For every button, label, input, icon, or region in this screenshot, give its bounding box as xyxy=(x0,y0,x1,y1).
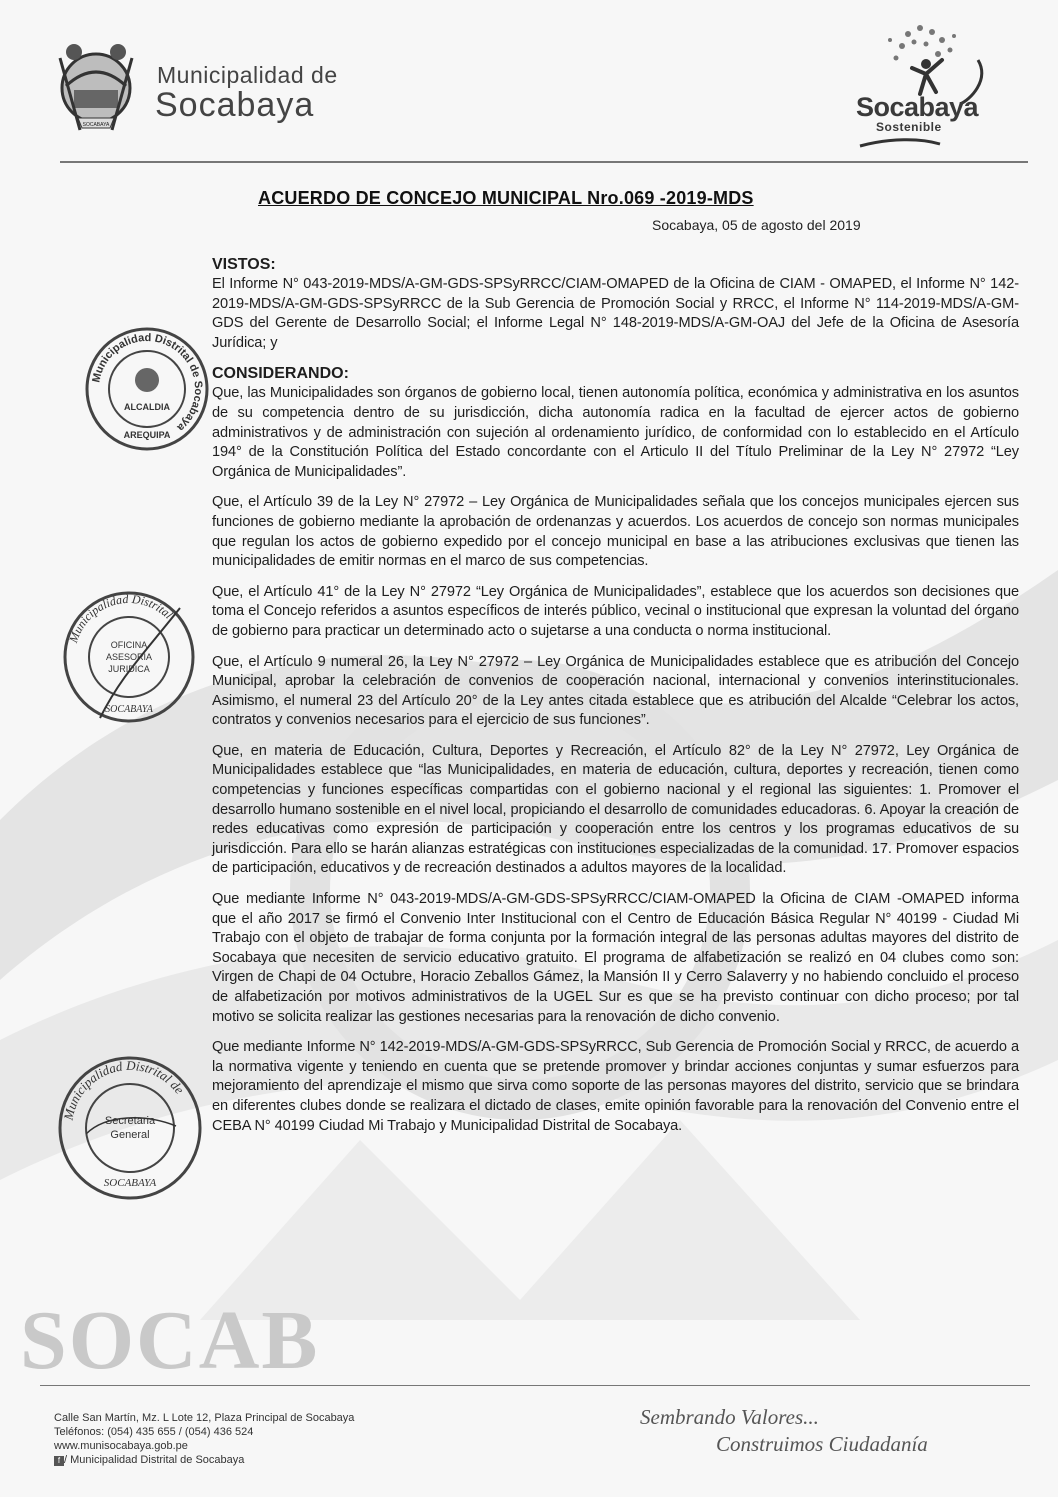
seal2-center-text-1: OFICINA xyxy=(110,640,148,650)
brand-subtitle: Sostenible xyxy=(876,120,942,134)
seal1-bottom-text: AREQUIPA xyxy=(123,430,171,440)
footer-phones: Teléfonos: (054) 435 655 / (054) 436 524 xyxy=(54,1426,254,1438)
footer-divider xyxy=(40,1385,1030,1386)
secretaria-general-seal xyxy=(56,1054,204,1202)
considerando-paragraph-5: Que, en materia de Educación, Cultura, Deportes y Recreación, el Artículo 82° de la Ley N° 27972, Ley Orgánica de Municipalidades establece que “las Municipalidades, en materia de educación, cultura, deportes y recreación, tienen como competencias y funciones específicas compartidas con el gobierno nacional y el regional las siguientes: 1. Promover el desarrollo humano sostenible en el nivel local, propiciando el desarrollo de comunidades educadoras. 6. Apoyar la creación de redes educativas como expresión de participación y cooperación entre los centros y los programas educativos de su jurisdicción. Para ello se harán alianzas estratégicas con instituciones especializadas de la comunidad. 17. Promover espacios de participación, educativos y de recreación destinados a adultos mayores de la localidad. xyxy=(212,742,1019,877)
seal2-center-text-3: JURIDICA xyxy=(108,664,150,674)
shield-ribbon-text: SOCABAYA xyxy=(82,122,110,128)
brand-name: Socabaya xyxy=(856,92,979,122)
considerando-heading: CONSIDERANDO: xyxy=(212,365,349,383)
considerando-paragraph-7: Que mediante Informe N° 142-2019-MDS/A-GM-GDS-SPSyRRCC, Sub Gerencia de Promoción Social y RRCC, de acuerdo a la normativa vigente y teniendo en cuenta que se pretende promover y brindar acciones conjuntas y sumar esfuerzos para mejoramiento del aprendizaje el mismo que sirva como soporte de las personas mayores del distrito, servicio que se brindara en diferentes clubes donde se realizara el dictado de clases, emite opinión favorable para la renovación del Convenio entre el CEBA N° 40199 Ciudad Mi Trabajo y Municipalidad Distrital de Socabaya. xyxy=(212,1039,1019,1134)
footer-facebook: f / Municipalidad Distrital de Socabaya xyxy=(54,1453,354,1467)
vistos-paragraph: El Informe N° 043-2019-MDS/A-GM-GDS-SPSyRRCC/CIAM-OMAPED de la Oficina de CIAM - OMAPED, el Informe N° 142-2019-MDS/A-GM-GDS-SPSyRRCC de la Sub Gerencia de Promoción Social y RRCC, el Informe N° 114-2019-MDS/A-GM-GDS del Gerente de Desarrollo Social; el Informe Legal N° 148-2019-MDS/A-GM-OAJ del Jefe de la Oficina de Asesoría Jurídica; y xyxy=(212,276,1019,351)
seal2-center-text-2: ASESORIA xyxy=(105,652,153,662)
watermark-text: SOCAB xyxy=(20,1294,320,1387)
facebook-icon: f xyxy=(54,1456,64,1466)
seal1-ring-text: Municipalidad Distrital de Socabaya xyxy=(90,331,205,434)
considerando-paragraph-1: Que, las Municipalidades son órganos de gobierno local, tienen autonomía política, económica y administrativa en los asuntos de su competencia dentro de su jurisdicción, dicha autonomía radica en la facultad de ejercer actos de gobierno administrativos y de administración con sujeción al ordenamiento jurídico, de conformidad con lo establecido en el Artículo 194° de la Constitución Política del Estado concordante con el Articulo II del Título Preliminar de la Ley N° 27972 “Ley Orgánica de Municipalidades”. xyxy=(212,385,1019,480)
header-divider xyxy=(60,161,1028,163)
document-date: Socabaya, 05 de agosto del 2019 xyxy=(652,217,861,233)
considerando-paragraph-4: Que, el Artículo 9 numeral 26, la Ley N° 27972 – Ley Orgánica de Municipalidades establece que es atribución del Concejo Municipal, aprobar la celebración de convenios de cooperación nacional, internacional y convenios interinstitucionales. Asimismo, el numeral 23 del Artículo 20° de la Ley antes citada establece que es atribución del Alcalde “Celebrar los actos, contratos y convenios necesarios para el ejercicio de sus funciones”. xyxy=(212,653,1019,729)
slogan-line2: Construimos Ciudadanía xyxy=(716,1432,928,1456)
vistos-heading: VISTOS: xyxy=(212,256,276,273)
municipal-shield-logo xyxy=(50,38,142,142)
seal1-center-text: ALCALDIA xyxy=(124,402,170,412)
document-body xyxy=(212,255,1019,1147)
footer-contact xyxy=(54,1411,354,1467)
socabaya-sostenible-logo xyxy=(850,20,1000,160)
seal3-center-text-1: Secretaria xyxy=(104,1115,156,1127)
asesoria-juridica-seal xyxy=(60,588,198,726)
seal2-ring-text: Municipalidad Distrital xyxy=(66,591,176,645)
considerando-paragraph-2: Que, el Artículo 39 de la Ley N° 27972 – Ley Orgánica de Municipalidades señala que los concejos municipales ejercen sus funciones de gobierno mediante la aprobación de ordenanzas y acuerdos. Los acuerdos de concejo son normas municipales que regulan los actos de gobierno expedido por el concejo municipal en base a las atribuciones exclusivas que tienen las municipalidades de emitir normas en el marco de sus competencias. xyxy=(212,494,1019,570)
slogan-line1: Sembrando Valores... xyxy=(640,1405,819,1429)
considerando-paragraph-6: Que mediante Informe N° 043-2019-MDS/A-GM-GDS-SPSyRRCC/CIAM-OMAPED la Oficina de CIAM -OMAPED informa que el año 2017 se firmó el Convenio Inter Institucional con el Centro de Educación Básica Regular N° 40199 - Ciudad Mi Trabajo con el objeto de trabajar de forma conjunta por la formación integral de las personas adultas mayores del distrito de Socabaya que necesiten de servicio educativo gratuito. El programa de alfabetización se realizó en 04 clubes como son: Virgen de Chapi de 04 Octubre, Horacio Zeballos Gámez, la Mansión II y Cerro Salaverry y no habiendo concluido el proceso de alfabetización por motivos administrativos de la UGEL Sur es que se ha previsto continuar con dicho proceso; por tal motivo se solicita realizar las gestiones necesarias para la renovación de dicho convenio. xyxy=(212,891,1019,1025)
document-title: ACUERDO DE CONCEJO MUNICIPAL Nro.069 -2019-MDS xyxy=(258,188,754,208)
seal3-center-text-2: General xyxy=(110,1129,150,1141)
municipality-name-line1: Municipalidad de xyxy=(157,62,338,88)
svg-text:Municipalidad Distrital de xyxy=(60,1058,187,1122)
seal3-bottom-text: SOCABAYA xyxy=(103,1177,157,1189)
seal2-bottom-text: SOCABAYA xyxy=(105,704,153,715)
considerando-paragraph-3: Que, el Artículo 41° de la Ley N° 27972 “Ley Orgánica de Municipalidades”, establece que los acuerdos son decisiones que toma el Concejo referidos a asuntos específicos de interés público, vecinal o institucional que expresan la voluntad del órgano de gobierno para practicar un determinado acto o sujetarse a una conducta o norma institucional. xyxy=(212,583,1019,639)
municipality-name-line2: Socabaya xyxy=(155,86,315,124)
seal3-ring-text: Municipalidad Distrital de xyxy=(60,1057,188,1122)
footer-website: www.munisocabaya.gob.pe xyxy=(54,1440,188,1452)
footer-address: Calle San Martín, Mz. L Lote 12, Plaza Principal de Socabaya xyxy=(54,1412,355,1424)
alcaldia-seal xyxy=(84,326,210,452)
